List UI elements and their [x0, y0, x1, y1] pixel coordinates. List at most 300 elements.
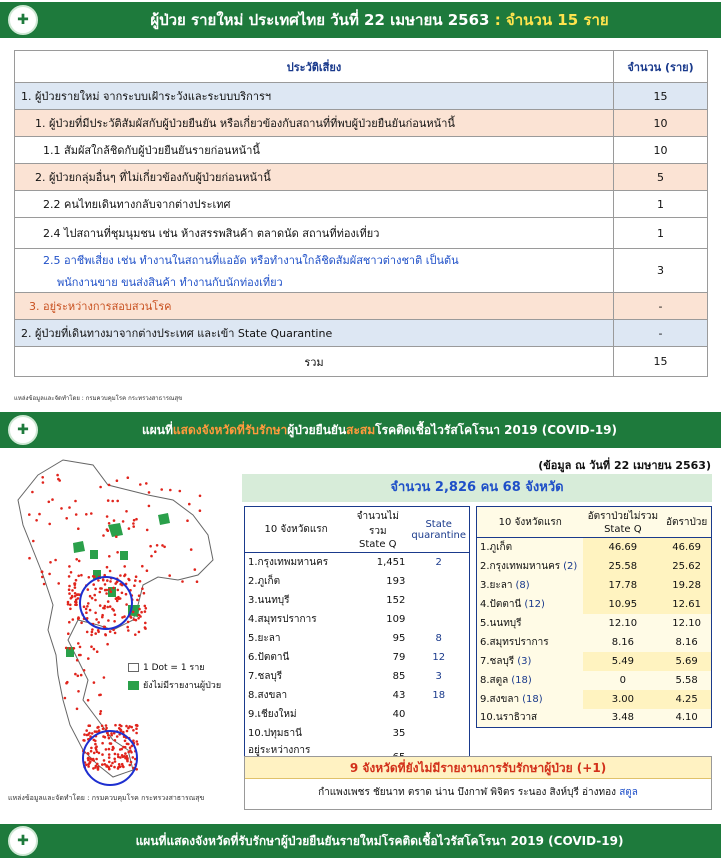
case-dot [106, 643, 109, 646]
case-dot [126, 626, 129, 629]
state-q-note: (2) [563, 560, 578, 572]
row-label: 2.4 ไปสถานที่ชุมนุมชน เช่น ห้างสรรพสินค้า ตลาดนัด สถานที่ท่องเที่ยว [15, 218, 614, 249]
row-label-line2: พนักงานขาย ขนส่งสินค้า ทำงานกับนักท่องเที่ยว [57, 275, 283, 289]
province-name: 5.ยะลา [248, 632, 281, 644]
rate-no-q: 10.95 [583, 595, 662, 614]
table-row [477, 576, 712, 595]
province-name: 3.นนทบุรี [248, 594, 290, 606]
row-label: 2.2 คนไทยเดินทางกลับจากต่างประเทศ [15, 191, 614, 218]
case-dot [135, 619, 138, 622]
case-dot [74, 673, 77, 676]
case-dot [125, 603, 128, 606]
row-label: 2. ผู้ป่วยกลุ่มอื่นๆ ที่ไม่เกี่ยวข้องกับผู้ป่วยก่อนหน้านี้ [15, 164, 614, 191]
case-dot [144, 605, 147, 608]
case-dot [122, 746, 125, 749]
case-dot [97, 629, 100, 632]
table-row [15, 137, 708, 164]
case-dot [106, 566, 109, 569]
rate: 5.69 [662, 652, 711, 671]
case-dot [99, 694, 102, 697]
case-dot [99, 591, 102, 594]
case-dot [121, 765, 124, 768]
case-dot [56, 474, 59, 477]
case-dot [101, 763, 104, 766]
case-count: 152 [386, 594, 406, 606]
case-dot [101, 616, 104, 619]
case-dot [97, 621, 100, 624]
case-dot [123, 565, 126, 568]
state-q-count: 2 [435, 556, 442, 568]
case-dot [119, 756, 122, 759]
state-q-count: 12 [432, 651, 446, 663]
rate-no-q: 17.78 [583, 576, 662, 595]
table-row [15, 83, 708, 110]
row-label: 2. ผู้ป่วยที่เดินทางมาจากต่างประเทศ และเข้า State Quarantine [15, 320, 614, 347]
case-dot [133, 584, 136, 587]
case-dot [179, 490, 182, 493]
case-dot [111, 762, 114, 765]
banner-title-text: ผู้ป่วย รายใหม่ ประเทศไทย วันที่ 22 เมษายน 2563 [150, 11, 490, 29]
case-dot [93, 648, 96, 651]
case-dot [109, 605, 112, 608]
case-dot [114, 739, 117, 742]
rate: 19.28 [662, 576, 711, 595]
map-svg [8, 455, 233, 790]
case-dot [74, 603, 77, 606]
no-case-list-text: กำแพงเพชร ชัยนาท ตราด น่าน บึงกาฬ พิจิตร ระนอง สิงห์บุรี อ่างทอง [318, 787, 617, 798]
table-row [477, 652, 712, 671]
case-dot [113, 758, 116, 761]
case-dot [94, 747, 97, 750]
province-label: 7.ชลบุรี [480, 655, 515, 667]
table-row [477, 633, 712, 652]
case-dot [41, 476, 44, 479]
case-dot [139, 483, 142, 486]
case-dot [138, 594, 141, 597]
case-dot [145, 482, 148, 485]
map-no-case-area [90, 550, 98, 559]
case-dot [127, 751, 130, 754]
case-dot [57, 478, 60, 481]
case-dot [127, 621, 130, 624]
table-row [477, 595, 712, 614]
case-dot [85, 513, 88, 516]
rate-no-q: 5.49 [583, 652, 662, 671]
case-dot [106, 579, 109, 582]
province-name [477, 595, 584, 614]
case-dot [111, 748, 114, 751]
case-dot [51, 498, 54, 501]
case-dot [77, 642, 80, 645]
case-dot [146, 529, 149, 532]
case-dot [95, 765, 98, 768]
case-dot [132, 525, 135, 528]
province-name [477, 576, 584, 595]
case-dot [186, 519, 189, 522]
banner-count: : จำนวน 15 ราย [489, 11, 609, 29]
top10-rate-table [476, 506, 712, 728]
case-dot [91, 631, 94, 634]
case-dot [105, 727, 108, 730]
case-dot [93, 752, 96, 755]
case-dot [104, 583, 107, 586]
banner2-part: สะสม [346, 422, 376, 437]
case-count: 109 [386, 613, 406, 625]
province-name: 2.ภูเก็ต [248, 575, 281, 587]
case-dot [102, 579, 105, 582]
province-label: 1.ภูเก็ต [480, 541, 513, 553]
case-dot [101, 725, 104, 728]
table-row [15, 249, 708, 293]
case-dot [92, 583, 95, 586]
map-banner [0, 412, 721, 448]
legend-green-swatch [128, 681, 139, 690]
case-count: 85 [392, 670, 406, 682]
case-dot [123, 615, 126, 618]
row-label-line1: 2.5 อาชีพเสี่ยง เช่น ทำงานในสถานที่แออัด หรือทำงานใกล้ชิดสัมผัสชาวต่างชาติ เป็นต้น [43, 253, 459, 267]
new-cases-map-banner [0, 824, 721, 858]
table-row [245, 591, 470, 610]
case-dot [110, 732, 113, 735]
case-dot [83, 733, 86, 736]
case-dot [116, 551, 119, 554]
case-count: 43 [392, 689, 406, 701]
source-note: แหล่งข้อมูลและจัดทำโดย : กรมควบคุมโรค กระทรวงสาธารณสุข [14, 395, 183, 402]
case-dot [87, 602, 90, 605]
case-dot [73, 647, 76, 650]
case-dot [145, 607, 148, 610]
case-dot [113, 609, 116, 612]
case-dot [72, 618, 75, 621]
case-dot [161, 544, 164, 547]
case-dot [132, 522, 135, 525]
case-dot [112, 587, 115, 590]
case-dot [85, 608, 88, 611]
case-dot [133, 519, 136, 522]
row-value: 1 [614, 218, 708, 249]
case-dot [194, 568, 197, 571]
case-dot [116, 600, 119, 603]
case-dot [82, 739, 85, 742]
province-name: 9.เชียงใหม่ [248, 708, 297, 720]
case-dot [76, 708, 79, 711]
right-table-body [477, 538, 712, 728]
table-row [245, 610, 470, 629]
province-label: 2.กรุงเทพมหานคร [480, 560, 561, 572]
rate: 4.10 [675, 712, 698, 724]
case-dot [87, 765, 90, 768]
no-case-extra: สตูล [619, 787, 638, 798]
case-dot [135, 732, 138, 735]
case-dot [118, 727, 121, 730]
case-dot [156, 544, 159, 547]
row-value: 15 [614, 83, 708, 110]
case-dot [99, 604, 102, 607]
case-dot [99, 486, 102, 489]
case-dot [144, 622, 147, 625]
case-dot [74, 601, 77, 604]
case-dot [94, 612, 97, 615]
legend-dot-text: 1 Dot = 1 ราย [143, 663, 205, 673]
header-count: จำนวน (ราย) [614, 51, 708, 83]
case-dot [120, 729, 123, 732]
case-dot [93, 575, 96, 578]
case-dot [121, 754, 124, 757]
state-q-note: (18) [522, 693, 543, 705]
case-dot [86, 734, 89, 737]
case-dot [144, 627, 147, 630]
case-dot [64, 697, 67, 700]
case-dot [116, 581, 119, 584]
case-dot [127, 629, 130, 632]
case-dot [114, 724, 117, 727]
header-cases [347, 507, 408, 553]
state-q-count [408, 724, 469, 743]
header-province: 10 จังหวัดแรก [245, 507, 348, 553]
row-value: 3 [614, 249, 708, 293]
province-name: 4.สมุทรปราการ [248, 613, 317, 625]
rate: 25.62 [662, 557, 711, 576]
case-dot [150, 555, 153, 558]
rate-no-q: 0 [619, 674, 627, 686]
case-dot [137, 617, 140, 620]
case-dot [80, 622, 83, 625]
as-of-date: (ข้อมูล ณ วันที่ 22 เมษายน 2563) [538, 459, 711, 472]
banner2-part: โรคติดเชื้อไวรัสโคโรนา 2019 (COVID-19) [375, 422, 617, 437]
case-dot [149, 545, 152, 548]
ministry-logo-icon: ✚ [8, 826, 38, 856]
case-dot [128, 725, 131, 728]
table-row [245, 705, 470, 724]
case-dot [57, 582, 60, 585]
case-dot [134, 579, 137, 582]
case-dot [90, 645, 93, 648]
case-dot [93, 594, 96, 597]
table-row [15, 293, 708, 320]
case-dot [88, 732, 91, 735]
rate: 12.10 [672, 617, 701, 629]
case-dot [68, 575, 71, 578]
table-row [15, 191, 708, 218]
case-dot [89, 609, 92, 612]
row-label [15, 249, 614, 293]
thailand-map [8, 455, 233, 790]
case-dot [75, 513, 78, 516]
case-dot [87, 588, 90, 591]
table-header-row [245, 507, 470, 553]
case-dot [95, 730, 98, 733]
case-count: 1,451 [376, 556, 406, 568]
case-dot [48, 501, 51, 504]
case-dot [68, 647, 71, 650]
case-dot [169, 489, 172, 492]
case-dot [48, 573, 51, 576]
case-dot [91, 597, 94, 600]
case-dot [126, 757, 129, 760]
province-label: 9.สงขลา [480, 693, 520, 705]
case-dot [102, 607, 105, 610]
case-dot [116, 479, 119, 482]
case-dot [105, 592, 108, 595]
province-name: อยู่ระหว่างการ [248, 744, 311, 756]
case-dot [117, 753, 120, 756]
case-dot [96, 650, 99, 653]
case-dot [108, 737, 111, 740]
case-dot [67, 601, 70, 604]
case-dot [105, 748, 108, 751]
case-dot [85, 764, 88, 767]
case-dot [87, 724, 90, 727]
province-name: 8.สงขลา [248, 689, 288, 701]
province-label: 4.ปัตตานี [480, 598, 522, 610]
case-dot [41, 576, 44, 579]
case-dot [86, 631, 89, 634]
case-dot [199, 509, 202, 512]
case-dot [90, 750, 93, 753]
case-dot [125, 593, 128, 596]
province-name [477, 709, 584, 728]
state-q-note: (8) [515, 579, 530, 591]
province-name [477, 538, 584, 557]
case-dot [68, 588, 71, 591]
case-dot [135, 518, 138, 521]
case-dot [71, 589, 74, 592]
case-dot [115, 535, 118, 538]
rate: 46.69 [662, 538, 711, 557]
case-dot [104, 589, 107, 592]
case-dot [136, 740, 139, 743]
province-name [477, 652, 584, 671]
case-dot [107, 734, 110, 737]
case-dot [107, 619, 110, 622]
case-dot [148, 491, 151, 494]
case-dot [121, 592, 124, 595]
case-dot [83, 669, 86, 672]
case-dot [114, 760, 117, 763]
map-shape [18, 460, 213, 777]
case-dot [101, 742, 104, 745]
case-dot [113, 620, 116, 623]
case-dot [93, 739, 96, 742]
case-dot [136, 599, 139, 602]
case-dot [99, 713, 102, 716]
case-dot [134, 633, 137, 636]
case-dot [73, 582, 76, 585]
case-dot [181, 580, 184, 583]
case-dot [114, 632, 117, 635]
case-dot [118, 763, 121, 766]
case-dot [132, 756, 135, 759]
case-dot [138, 631, 141, 634]
case-dot [109, 580, 112, 583]
province-label: 5.นนทบุรี [480, 617, 522, 629]
province-name: 10.ปทุมธานี [248, 727, 302, 739]
case-dot [87, 757, 90, 760]
province-label: 6.สมุทรปราการ [480, 636, 549, 648]
rate-no-q: 3.48 [611, 712, 634, 724]
case-dot [109, 630, 112, 633]
case-dot [68, 506, 71, 509]
case-count: 79 [392, 651, 406, 663]
case-dot [141, 587, 144, 590]
case-dot [168, 574, 171, 577]
rate-no-q: 3.00 [583, 690, 662, 709]
rate: 12.61 [662, 595, 711, 614]
case-dot [196, 580, 199, 583]
table-row [15, 320, 708, 347]
case-dot [88, 576, 91, 579]
case-dot [114, 753, 117, 756]
case-dot [128, 579, 131, 582]
table-row [245, 686, 470, 705]
ministry-logo-icon: ✚ [8, 5, 38, 35]
case-dot [110, 590, 113, 593]
case-dot [94, 743, 97, 746]
case-dot [106, 606, 109, 609]
case-dot [107, 766, 110, 769]
top10-cases-table [244, 506, 470, 774]
case-dot [108, 761, 111, 764]
case-dot [108, 484, 111, 487]
case-dot [67, 632, 70, 635]
case-dot [79, 646, 82, 649]
table-header-row [15, 51, 708, 83]
case-dot [77, 675, 80, 678]
case-dot [94, 632, 97, 635]
case-dot [108, 753, 111, 756]
header-cases-line2: State Q [359, 539, 397, 550]
case-dot [54, 559, 57, 562]
case-dot [68, 565, 71, 568]
state-q-note: (12) [524, 598, 545, 610]
case-dot [199, 495, 202, 498]
banner2-part: ผู้ป่วยยืนยัน [287, 422, 347, 437]
map-no-case-area [73, 541, 85, 553]
risk-history-table [14, 50, 708, 377]
case-dot [91, 732, 94, 735]
case-dot [31, 491, 34, 494]
case-dot [90, 747, 93, 750]
case-dot [68, 592, 71, 595]
row-value: 10 [614, 137, 708, 164]
case-dot [77, 593, 80, 596]
banner-title [38, 8, 721, 32]
row-label: 1. ผู้ป่วยที่มีประวัติสัมผัสกับผู้ป่วยยืนยัน หรือเกี่ยวข้องกับสถานที่ที่พบผู้ป่วยยืนยันก่อนหน้านี้ [15, 110, 614, 137]
case-dot [77, 527, 80, 530]
case-dot [126, 730, 129, 733]
case-dot [127, 476, 130, 479]
case-dot [102, 735, 105, 738]
table-row [245, 629, 470, 648]
banner3-title: แผนที่แสดงจังหวัดที่รับรักษาผู้ป่วยยืนยันรายใหม่โรคติดเชื้อไวรัสโคโรนา 2019 (COVID-19) [135, 833, 624, 848]
case-dot [123, 755, 126, 758]
province-name [477, 614, 584, 633]
summary-count: จำนวน 2,826 คน 68 จังหวัด [242, 474, 712, 502]
header-banner [0, 2, 721, 38]
total-row [15, 347, 708, 377]
case-dot [85, 611, 88, 614]
case-dot [120, 725, 123, 728]
case-dot [76, 659, 79, 662]
case-dot [101, 753, 104, 756]
case-dot [139, 580, 142, 583]
header-rate-no-q [583, 507, 662, 538]
case-dot [108, 522, 111, 525]
rate: 8.16 [675, 636, 698, 648]
case-dot [87, 657, 90, 660]
case-dot [103, 676, 106, 679]
case-dot [129, 764, 132, 767]
